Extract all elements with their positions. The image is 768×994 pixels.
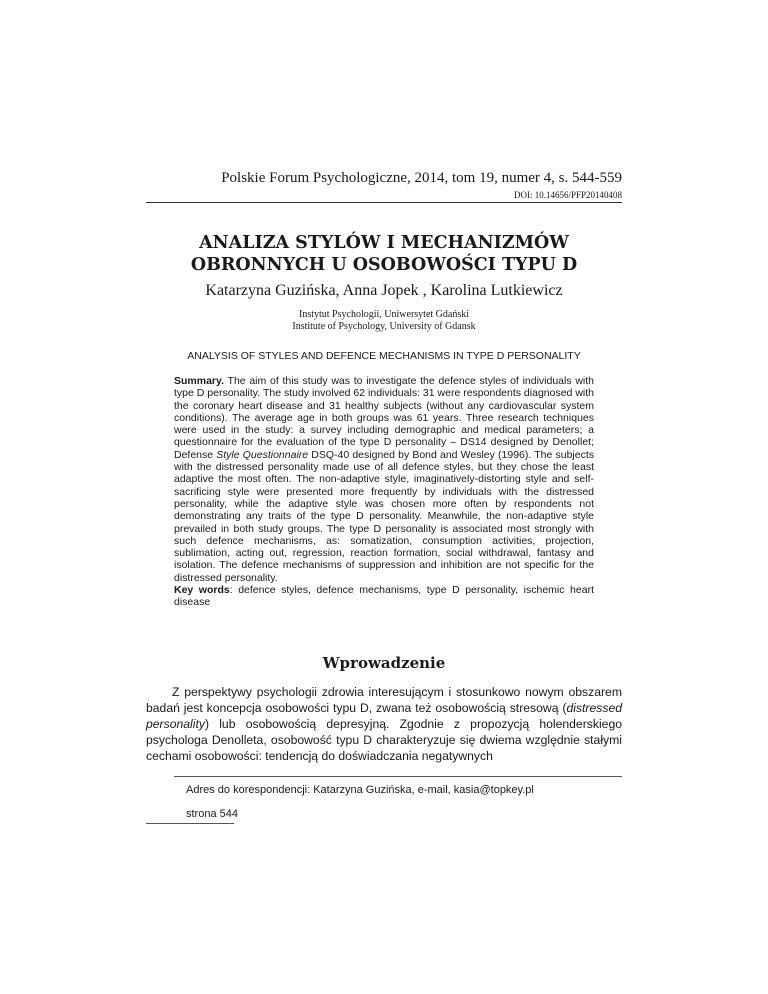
english-title: ANALYSIS OF STYLES AND DEFENCE MECHANISMS IN TYPE D PERSONALITY [187,350,581,362]
affiliation-pl: Instytut Psychologii, Uniwersytet Gdański [299,309,469,320]
header-rule [146,202,622,203]
keywords-label: Key words [174,584,230,597]
summary-italic: Style Questionnaire [216,448,309,461]
title-line: ANALIZA STYLÓW I MECHANIZMÓW [199,233,569,253]
page-number: strona 544 [186,808,238,820]
abstract-summary [174,375,594,584]
footnote-rule [174,776,622,777]
doi: DOI: 10.14656/PFP20140408 [513,190,622,200]
authors: Katarzyna Guzińska, Anna Jopek , Karolina Lutkiewicz [205,282,563,299]
affiliation-en: Institute of Psychology, University of Gdansk [292,321,476,332]
intro-text [146,684,622,764]
journal-citation: Polskie Forum Psychologiczne, 2014, tom 19, numer 4, s. 544-559 [221,170,622,186]
abstract-keywords [174,584,594,609]
summary-text: The aim of this study was to investigate the defence styles of individuals with type D personality. The study involved 62 individuals: 31 were respondents diagnosed with the coronary heart disease and 31 healthy subjects (without any cardiovascular system conditions). The average age in both groups was 61 years. Three research techniques were used in the study: a survey including demographic and medical parameters; a questionnaire for the evaluation of the type D personality – DS14 designed by Denollet; Defense [174,375,594,461]
intro-part-2: ) lub osobowością depresyjną. Zgodnie z propozycją holenderskiego psychologa Denolleta, osobowość typu D charakteryzuje się dwiema względnie stałymi cechami osobowości: tendencją do doświadczania negatywnych [146,717,622,763]
page-number-rule [146,823,234,824]
affiliation [146,309,622,333]
intro-italic: distressed personality [146,701,622,731]
intro-part: Z perspektywy psychologii zdrowia interesującym i stosunkowo nowym obszarem badań jest koncepcja osobowości typu D, zwana też osobowością stresową ( [146,685,622,715]
section-heading: Wprowadzenie [322,654,446,672]
intro-paragraph [146,684,622,764]
keywords-text: : defence styles, defence mechanisms, type D personality, ischemic heart disease [174,584,594,609]
article-title [146,232,622,276]
summary-text-2: DSQ-40 designed by Bond and Wesley (1996). The subjects with the distressed personality made use of all defence styles, but they chose the least adaptive the most often. The non-adaptive style, imaginatively-distorting style and self-sacrificing style were presented more frequently by individuals with the distressed personality, while the adaptive style was chosen more often by respondents not demonstrating any traits of the type D personality. Meanwhile, the non-adaptive style prevailed in both study groups. The type D personality is associated most strongly with such defence mechanisms, as: somatization, consumption activities, projection, sublimation, acting out, regression, reaction formation, social withdrawal, fantasy and isolation. The defence mechanisms of suppression and inhibition are not specific for the distressed personality. [174,448,595,584]
title-line: OBRONNYCH U OSOBOWOŚCI TYPU D [190,255,578,275]
summary-label: Summary. [174,375,224,387]
abstract [174,375,594,609]
footnote: Adres do korespondencji: Katarzyna Guzińska, e-mail, kasia@topkey.pl [186,784,534,796]
